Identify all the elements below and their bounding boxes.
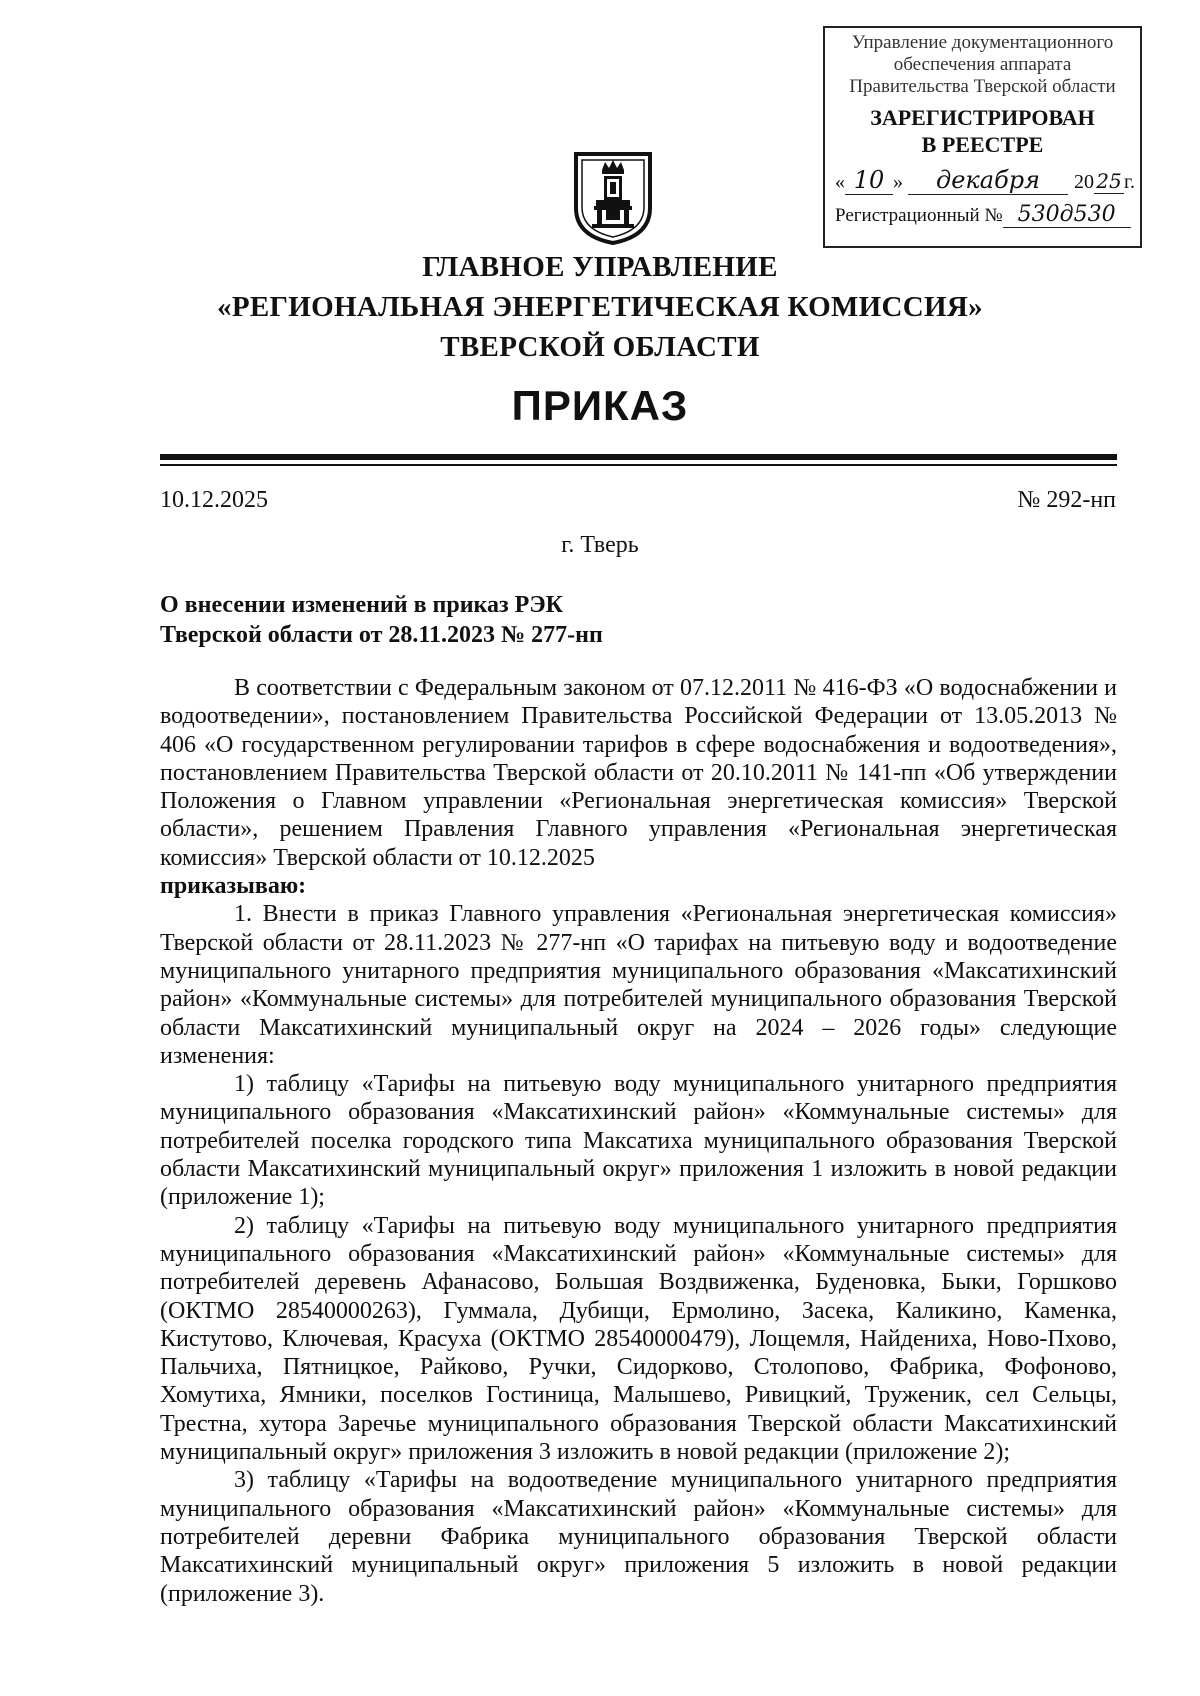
order-body <box>160 674 1117 1608</box>
order-city: г. Тверь <box>561 532 639 558</box>
stamp-regnum-value: 530д530 <box>1003 202 1131 228</box>
stamp-month: декабря <box>908 166 1068 195</box>
header-rule-thin <box>160 464 1117 466</box>
stamp-line-2: обеспечения аппарата <box>893 54 1072 75</box>
stamp-year-prefix: 20 <box>1074 171 1094 193</box>
stamp-day: 10 <box>845 166 893 195</box>
registration-stamp <box>823 26 1142 248</box>
stamp-registered-2: В РЕЕСТРЕ <box>921 132 1044 157</box>
header-rule-thick <box>160 454 1117 460</box>
order-subject <box>160 590 603 650</box>
header-line-3: ТВЕРСКОЙ ОБЛАСТИ <box>440 331 760 363</box>
stamp-line-1: Управление документационного <box>851 32 1114 53</box>
stamp-regnum-row <box>825 202 1140 228</box>
preamble-paragraph: В соответствии с Федеральным законом от 07.12.2011 № 416-ФЗ «О водоснабжении и водоотведении», постановлением Правительства Российской Федерации от 13.05.2013 № 406 «О государственном регулировании тарифов в сфере водоснабжения и водоотведения», постановлением Правительства Тверской области от 20.10.2011 № 141-пп «Об утверждении Положения о Главном управлении «Региональная энергетическая комиссия» Тверской области», решением Правления Главного управления «Региональная энергетическая комиссия» Тверской области от 10.12.2025 <box>160 675 1117 871</box>
order-title: ПРИКАЗ <box>511 382 689 429</box>
stamp-line-3: Правительства Тверской области <box>849 76 1116 97</box>
stamp-registered-1: ЗАРЕГИСТРИРОВАН <box>870 105 1095 130</box>
header-line-1: ГЛАВНОЕ УПРАВЛЕНИЕ <box>422 251 778 283</box>
subitem-1-paragraph: 1) таблицу «Тарифы на питьевую воду муниципального унитарного предприятия муниципального образования «Максатихинский район» «Коммунальные системы» для потребителей поселка городского типа Максатиха муниципального образования Тверской области Максатихинский муниципальный округ» приложения 1 изложить в новой редакции (приложение 1); <box>160 1071 1117 1211</box>
order-date: 10.12.2025 <box>160 487 268 513</box>
order-word: приказываю: <box>160 873 307 900</box>
stamp-date-row: « 10 » декабря 20 25 г. <box>835 166 1135 194</box>
subitem-2-paragraph: 2) таблицу «Тарифы на питьевую воду муниципального унитарного предприятия муниципального образования «Максатихинский район» «Коммунальные системы» для потребителей деревень Афанасово, Большая Воздвиженка, Буденовка, Быки, Горшково (ОКТМО 28540000263), Гуммала, Дубищи, Ермолино, Засека, Каликино, Каменка, Кистутово, Ключевая, Красуха (ОКТМО 28540000479), Лощемля, Найдениха, Ново-Пхово, Пальчиха, Пятницкое, Райково, Ручки, Сидорково, Столопово, Фабрика, Фофоново, Хомутиха, Ямники, поселков Гостиница, Малышево, Ривицкий, Труженик, сел Сельцы, Трестна, хутора Заречье муниципального образования Тверской области Максатихинский муниципальный округ» приложения 3 изложить в новой редакции (приложение 2); <box>160 1212 1117 1466</box>
stamp-regnum-label: Регистрационный № <box>835 205 1003 226</box>
coat-of-arms-icon <box>572 150 654 246</box>
item-1-paragraph: 1. Внести в приказ Главного управления «Региональная энергетическая комиссия» Тверской области от 28.11.2023 № 277-нп «О тарифах на питьевую воду и водоотведение муниципального унитарного предприятия муниципального образования «Максатихинский район» «Коммунальные системы» для потребителей муниципального образования Тверской области Максатихинский муниципальный округ на 2024 – 2026 годы» следующие изменения: <box>160 901 1117 1069</box>
order-number: № 292-нп <box>1017 487 1116 513</box>
subject-line-2: Тверской области от 28.11.2023 № 277-нп <box>160 622 603 648</box>
stamp-year-unit: г. <box>1124 171 1135 193</box>
subject-line-1: О внесении изменений в приказ РЭК <box>160 592 563 618</box>
subitem-3-paragraph: 3) таблицу «Тарифы на водоотведение муниципального унитарного предприятия муниципального образования «Максатихинский район» «Коммунальные системы» для потребителей деревни Фабрика муниципального образования Тверской области Максатихинский муниципальный округ» приложения 5 изложить в новой редакции (приложение 3). <box>160 1467 1117 1607</box>
stamp-year-suffix: 25 <box>1094 169 1124 194</box>
header-line-2: «РЕГИОНАЛЬНАЯ ЭНЕРГЕТИЧЕСКАЯ КОМИССИЯ» <box>217 291 983 323</box>
